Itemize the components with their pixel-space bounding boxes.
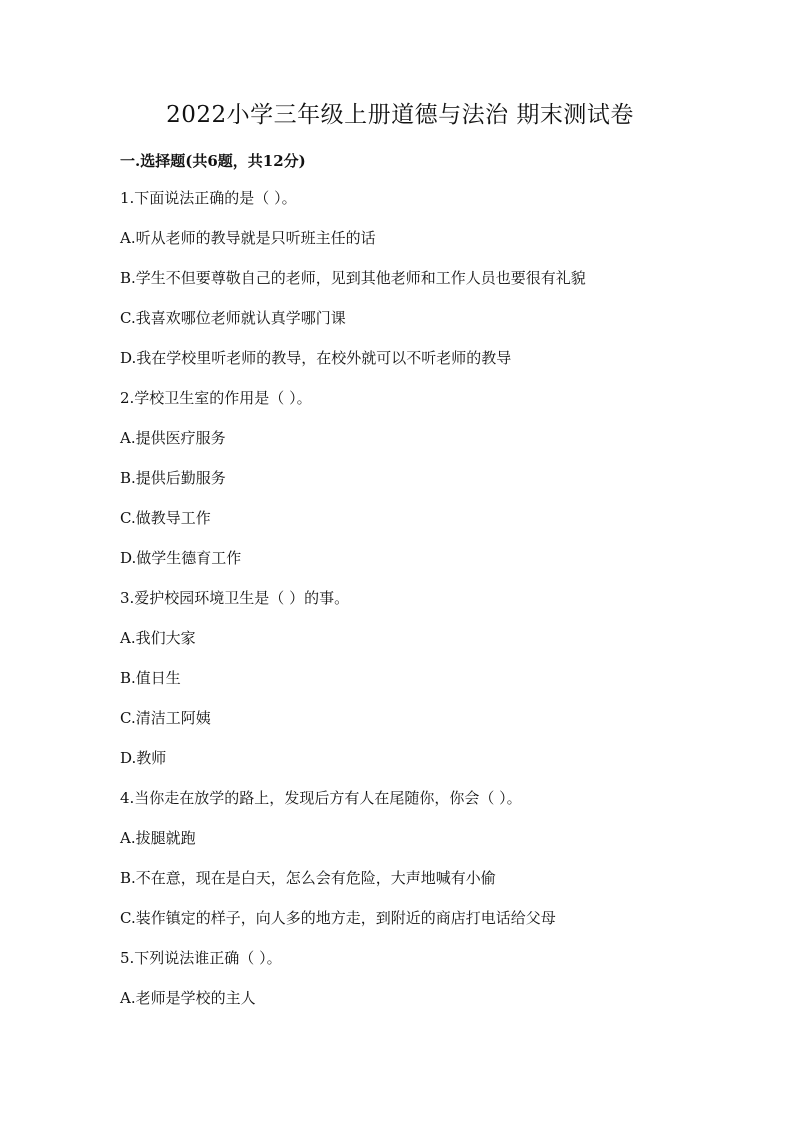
question-4-option-a: A.拔腿就跑 — [120, 829, 196, 847]
question-4: 4.当你走在放学的路上，发现后方有人在尾随你，你会（ ）。 — [120, 789, 522, 807]
question-3-option-d: D.教师 — [120, 749, 167, 767]
question-1-option-d: D.我在学校里听老师的教导，在校外就可以不听老师的教导 — [120, 349, 512, 367]
question-3: 3.爱护校园环境卫生是（ ）的事。 — [120, 589, 350, 607]
question-2-option-d: D.做学生德育工作 — [120, 549, 242, 567]
question-list — [120, 189, 720, 1029]
section-header: 一.选择题(共6题，共12分) — [120, 152, 306, 170]
question-4-option-c: C.装作镇定的样子，向人多的地方走，到附近的商店打电话给父母 — [120, 909, 556, 927]
question-3-option-a: A.我们大家 — [120, 629, 196, 647]
question-2: 2.学校卫生室的作用是（ ）。 — [120, 389, 312, 407]
question-1-option-c: C.我喜欢哪位老师就认真学哪门课 — [120, 309, 346, 327]
question-4-option-b: B.不在意，现在是白天，怎么会有危险，大声地喊有小偷 — [120, 869, 496, 887]
page-title: 2022小学三年级上册道德与法治 期末测试卷 — [166, 102, 634, 128]
question-3-option-c: C.清洁工阿姨 — [120, 709, 211, 727]
question-1: 1.下面说法正确的是（ ）。 — [120, 189, 297, 207]
question-2-option-c: C.做教导工作 — [120, 509, 211, 527]
question-1-option-a: A.听从老师的教导就是只听班主任的话 — [120, 229, 376, 247]
question-2-option-b: B.提供后勤服务 — [120, 469, 226, 487]
question-5-option-a: A.老师是学校的主人 — [120, 989, 256, 1007]
question-3-option-b: B.值日生 — [120, 669, 181, 687]
question-2-option-a: A.提供医疗服务 — [120, 429, 226, 447]
question-1-option-b: B.学生不但要尊敬自己的老师，见到其他老师和工作人员也要很有礼貌 — [120, 269, 586, 287]
question-5: 5.下列说法谁正确（ ）。 — [120, 949, 282, 967]
